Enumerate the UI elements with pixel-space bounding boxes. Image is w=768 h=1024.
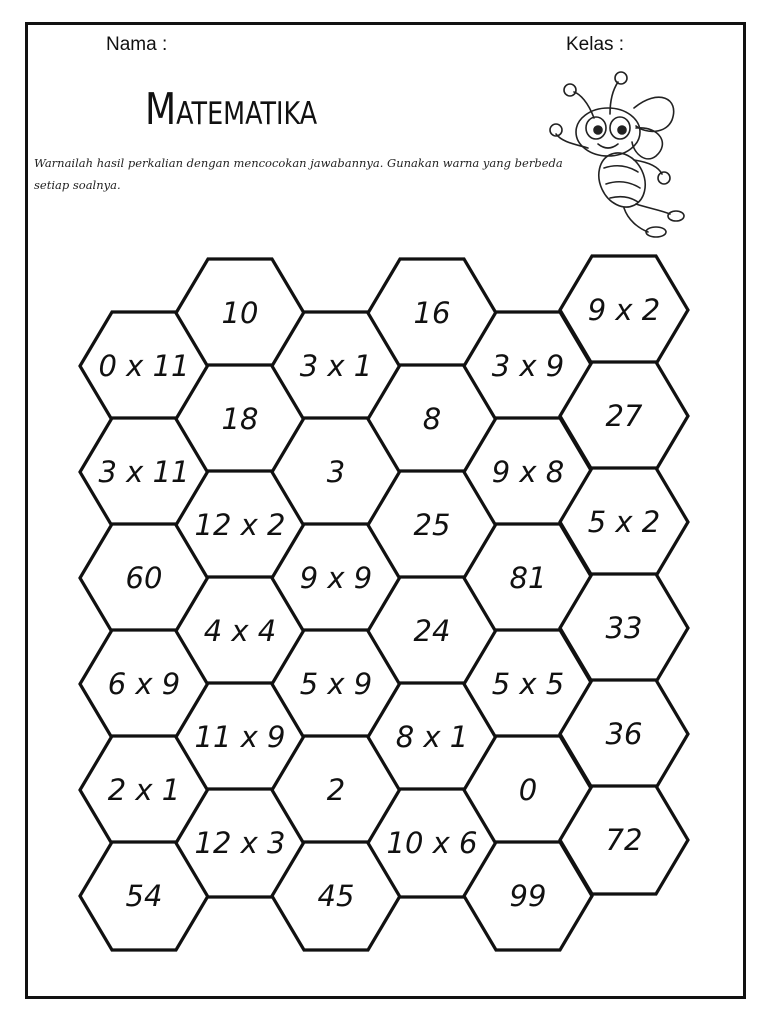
hex-label: 10 x 6 xyxy=(386,826,478,860)
hex-label: 9 x 9 xyxy=(299,561,373,595)
hex-label: 18 xyxy=(221,402,259,436)
hex-label: 3 x 9 xyxy=(491,349,565,383)
hex-label: 60 xyxy=(125,561,163,595)
hex-label: 2 xyxy=(326,773,346,807)
name-label: Nama : xyxy=(106,34,168,55)
hex-label: 81 xyxy=(509,561,547,595)
hex-label: 33 xyxy=(605,611,643,645)
hex-label: 10 xyxy=(221,296,259,330)
hex-label: 3 x 11 xyxy=(98,455,190,489)
hex-label: 5 x 9 xyxy=(299,667,373,701)
hex-label: 24 xyxy=(413,614,451,648)
hex-label: 0 xyxy=(518,773,538,807)
hex-label: 3 xyxy=(326,455,346,489)
hex-label: 8 x 1 xyxy=(395,720,469,754)
page-title: Matematika xyxy=(145,84,318,135)
hex-label: 9 x 8 xyxy=(491,455,565,489)
hex-label: 72 xyxy=(605,823,643,857)
hex-label: 12 x 3 xyxy=(194,826,286,860)
hex-label: 4 x 4 xyxy=(203,614,277,648)
hex-label: 0 x 11 xyxy=(98,349,190,383)
hex-label: 99 xyxy=(509,879,547,913)
instructions-text: Warnailah hasil perkalian dengan mencocokan jawabannya. Gunakan warna yang berbeda setiap soalnya. xyxy=(34,156,563,192)
class-label: Kelas : xyxy=(566,34,625,55)
hex-label: 5 x 2 xyxy=(587,505,661,539)
hex-label: 5 x 5 xyxy=(491,667,565,701)
hex-label: 36 xyxy=(605,717,643,751)
hex-label: 8 xyxy=(422,402,442,436)
hex-label: 3 x 1 xyxy=(299,349,373,383)
hex-label: 2 x 1 xyxy=(107,773,181,807)
hex-label: 11 x 9 xyxy=(194,720,286,754)
hex-label: 6 x 9 xyxy=(107,667,181,701)
hex-label: 12 x 2 xyxy=(194,508,286,542)
hex-label: 45 xyxy=(317,879,355,913)
hex-label: 16 xyxy=(413,296,451,330)
hex-label: 25 xyxy=(413,508,451,542)
hex-label: 9 x 2 xyxy=(587,293,661,327)
hex-label: 54 xyxy=(125,879,163,913)
hex-label: 27 xyxy=(605,399,643,433)
